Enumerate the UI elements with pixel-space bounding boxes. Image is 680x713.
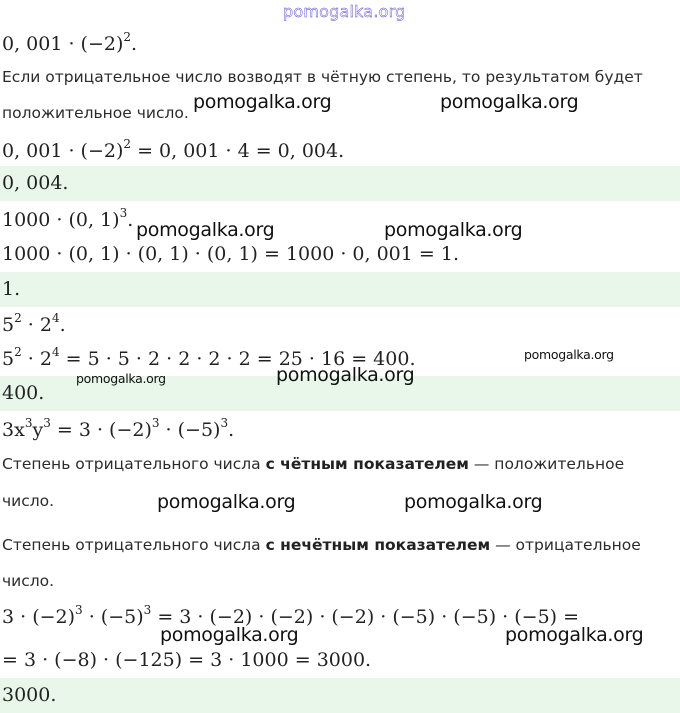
- rule-text-3b: число.: [2, 572, 55, 590]
- watermark: pomogalka.org: [524, 347, 614, 362]
- watermark: pomogalka.org: [440, 91, 579, 113]
- watermark-top: pomogalka.org: [283, 2, 406, 21]
- answer-highlight-2: [0, 272, 680, 307]
- watermark: pomogalka.org: [384, 219, 523, 241]
- rule-text-1a: Если отрицательное число возводят в чётную степень, то результатом будет: [2, 68, 643, 86]
- watermark: pomogalka.org: [404, 491, 543, 513]
- watermark: pomogalka.org: [160, 624, 299, 646]
- answer-3: 400.: [2, 382, 45, 404]
- watermark: pomogalka.org: [76, 371, 166, 386]
- answer-highlight-1: [0, 166, 680, 201]
- watermark: pomogalka.org: [193, 91, 332, 113]
- answer-highlight-4: [0, 678, 680, 713]
- watermark: pomogalka.org: [505, 624, 644, 646]
- solution-2: 1000 · (0, 1) · (0, 1) · (0, 1) = 1000 · 0, 001 = 1.: [2, 243, 459, 265]
- answer-2: 1.: [2, 278, 21, 300]
- watermark: pomogalka.org: [157, 491, 296, 513]
- expression-1: 0, $001 \cdot (-2)^2$.: [2, 30, 138, 55]
- solution-1: 0, $001 \cdot (-2)^2 = 0$, 001 · 4 = 0, 004.: [2, 137, 345, 162]
- watermark: pomogalka.org: [276, 364, 415, 386]
- expression-2: 1000 · (0, 1)$^3$.: [2, 206, 134, 231]
- answer-4: 3000.: [2, 684, 57, 706]
- rule-text-1b: положительное число.: [2, 104, 189, 122]
- rule-text-2b: число.: [2, 492, 55, 510]
- solution-3: $5^2 \cdot 2^4 = 5 \cdot 5 \cdot 2 \cdot 2 \cdot 2 \cdot 2 = 25 \cdot 16 = 400$.: [2, 345, 416, 370]
- answer-1: 0, 004.: [2, 172, 69, 194]
- watermark: pomogalka.org: [136, 219, 275, 241]
- solution-4a: $3 \cdot (-2)^3 \cdot (-5)^3 = 3 \cdot (-2) \cdot (-2) \cdot (-2) \cdot (-5) \cdot (-5) \cdot (-5)$ =: [2, 603, 580, 628]
- rule-text-3a: Степень отрицательного числа с нечётным показателем — отрицательное: [2, 536, 641, 554]
- expression-3: $5^2 \cdot 2^4$.: [2, 311, 66, 336]
- rule-text-2a: Степень отрицательного числа с чётным показателем — положительное: [2, 455, 625, 473]
- solution-4b: = 3 · (−8) · (−125) = 3 · 1000 = 3000.: [2, 649, 372, 671]
- expression-4: $3x^3y^3 = 3 \cdot (-2)^3 \cdot (-5)^3$.: [2, 416, 235, 441]
